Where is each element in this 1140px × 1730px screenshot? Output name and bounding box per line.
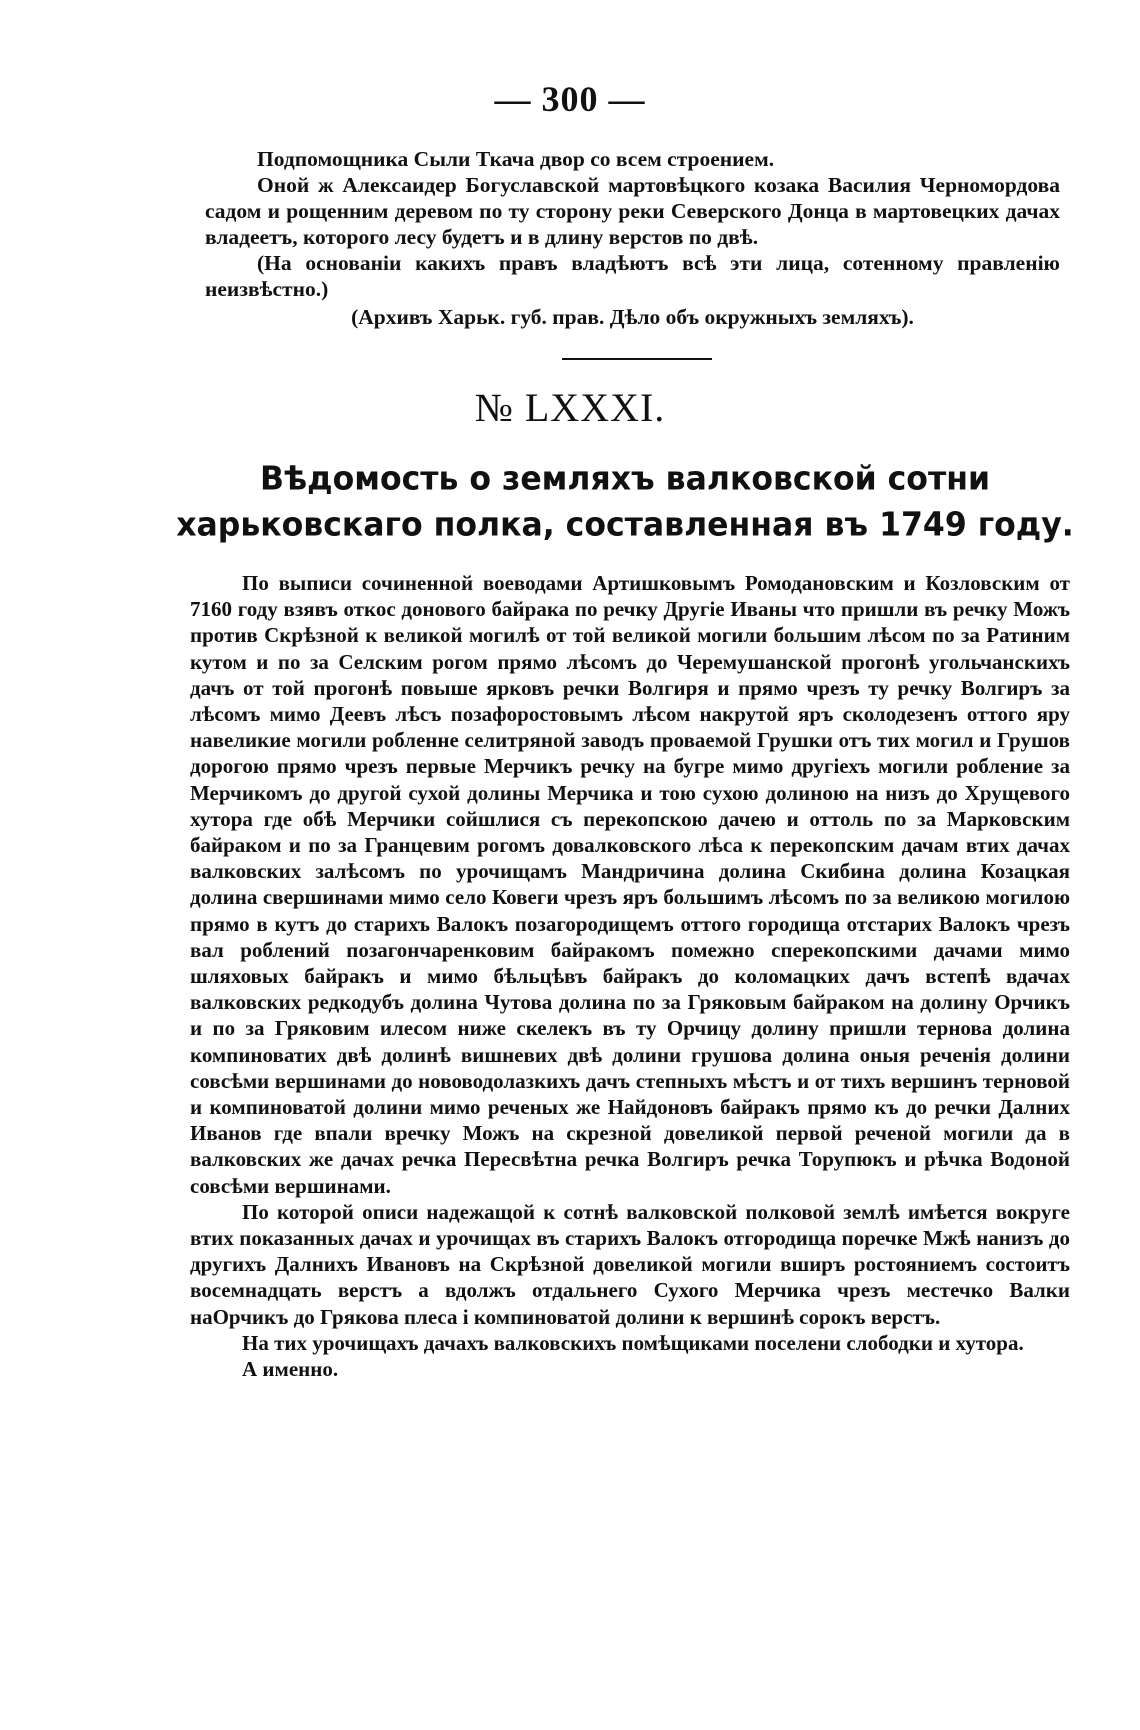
- paragraph: Оной ж Алексаидер Богуславской мартовѣцкого козака Василия Черномордова садом и рощенним деревом по ту сторону реки Северского Донца в мартовецких дачах владеетъ, которого лесу будетъ и в длину верстов по двѣ.: [205, 173, 1060, 249]
- archive-source-note: (Архивъ Харьк. губ. прав. Дѣло объ окружныхъ земляхъ).: [351, 305, 914, 329]
- paragraph: На тих урочищахъ дачахъ валковскихъ помѣщиками поселени слободки и хутора.: [242, 1330, 1024, 1355]
- paragraph: По выписи сочиненной воеводами Артишковымъ Ромодановским и Козловским от 7160 году взявъ откос донового байрака по речку Другiе Иваны что пришли въ речку Можъ против Скрѣзной к великой могилѣ от той великой могили большим лѣсом по за Ратиним кутом и по за Селским рогом прямо лѣсомъ до Черемушанской прогонѣ угольчанскихъ дачъ от той прогонѣ повыше ярковъ речки Волгиря и прямо чрезъ ту речку Волгиръ за лѣсомъ мимо Деевъ лѣсъ позафоростовымъ лѣсом накрутой яръ сколодезенъ оттого яру навеликие могили робленне селитряной заводъ проваемой Грушки отъ тих могил и Грушов дорогою прямо чрезъ первые Мерчикъ речку на бугре мимо другiехъ могили робление за Мерчикомъ до другой сухой долины Мерчика и тою сухою долиною на низъ до Хрущевого хутора где обѣ Мерчики сойшлися съ перекопскою дачею и оттоль по за Марковским байраком и по за Гранцевим рогомъ довалковского лѣса к перекопским дачам втих дачах валковских залѣсомъ по урочищамъ Мандричина долина Скибина долина Козацкая долина свершинами мимо село Ковеги чрезъ яръ большимъ лѣсомъ по за великою могилою прямо в кутъ до старихъ Валокъ позагородищемъ оттого городища отстарих Валокъ чрезъ вал роблений позагончаренковим байракомъ помежно сперекопскими дачами мимо шляховых байракъ и мимо бѣльцѣвъ байракъ до коломацких дачъ встепѣ вдачах валковских редкодубъ долина Чутова долина по за Гряковым байраком на долину Орчикъ и по за Гряковим илесом ниже скелекъ въ ту Орчицу долину пришли тернова долина компиноватих двѣ долинѣ вишневих двѣ долини грушова долина оныя реченiя долини совсѣми вершинами до нововодолазкихъ дачъ степныхъ мѣстъ и от тихъ вершинъ терновой и компиноватой долини мимо реченых же Найдоновъ байракъ прямо къ до речки Далних Иванов где впали вречку Можъ на скрезной довеликой первой реченой могили да в валковских же дачах речка Пересвѣтна речка Волгиръ речка Торупюкъ и рѣчка Водоной совсѣми вершинами.: [190, 571, 1070, 1198]
- section-divider: [562, 358, 712, 360]
- document-body: [190, 570, 1070, 1382]
- paragraph: А именно.: [242, 1357, 339, 1382]
- paragraph: Подпомощника Сыли Ткача двор со всем строением.: [257, 147, 775, 171]
- preceding-document-ending: [205, 146, 1060, 330]
- document-number: № LXXXI.: [474, 385, 666, 430]
- page-number: — 300 —: [494, 79, 646, 119]
- paragraph: (На основанiи какихъ правъ владѣютъ всѣ эти лица, сотенному правленiю неизвѣстно.): [205, 251, 1060, 301]
- document-title: Вѣдомость о земляхъ валковской сотни харьковскаго полка, составленная въ 1749 году.: [176, 460, 1074, 544]
- paragraph: По которой описи надежащой к сотнѣ валковской полковой землѣ имѣется вокруге втих показанных дачах и урочищах въ старихъ Валокъ отгородища поречке Мжѣ нанизъ до другихъ Далнихъ Ивановъ на Скрѣзной довеликой могили вширъ ростояниемъ состоитъ восемнадцать верстъ а вдолжъ отдальнего Сухого Мерчика чрезъ местечко Валки наОрчикъ до Грякова плеса і компиноватой долини к вершинѣ сорокъ верстъ.: [190, 1199, 1070, 1329]
